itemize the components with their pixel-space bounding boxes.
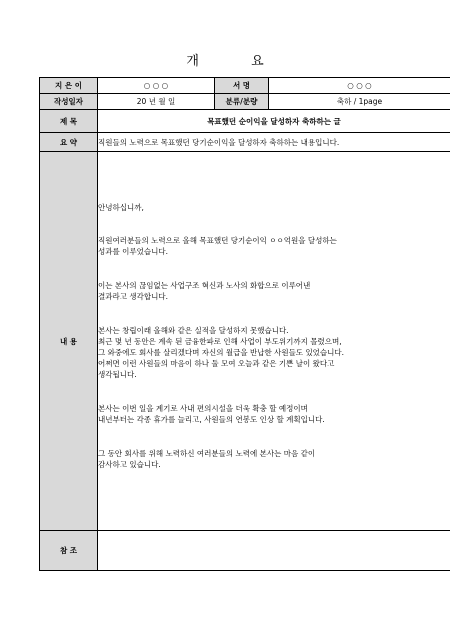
date-label: 작성일자 [40,94,98,110]
summary-label: 요 약 [40,133,98,152]
reference-value [98,530,450,570]
category-label: 분류/분량 [215,94,269,110]
content-line: 내년부터는 각종 휴가를 늘리고, 사원들의 연봉도 인상 할 계획입니다. [98,414,325,424]
content-line: 안녕하십니까, [98,202,144,212]
content-line: 결과라고 생각합니다. [98,291,168,301]
subject-value: 목표했던 순이익을 달성하자 축하하는 글 [98,110,450,133]
subject-row [40,110,450,133]
content-row [40,152,450,531]
summary-value: 직원들의 노력으로 목표했던 당기순이익을 달성하자 축하하는 내용입니다. [98,133,450,152]
content-line: 최근 몇 년 동안은 계속 된 금융한파로 인해 사업이 부도위기까지 몰렸으며, [98,336,342,346]
content-paragraph [98,403,450,425]
content-paragraph [98,325,450,380]
author-row [40,78,450,94]
date-row [40,94,450,110]
content-label: 내 용 [40,152,98,531]
author-label: 지 은 이 [40,78,98,94]
content-paragraph [98,448,450,470]
signature-value: ○ ○ ○ [269,78,450,94]
document-title: 개 요 [186,54,288,69]
subject-label: 제 목 [40,110,98,133]
reference-label: 참 조 [40,530,98,570]
content-body [98,152,450,531]
category-value: 축하 / 1page [269,94,450,110]
reference-row [40,530,450,570]
author-value: ○ ○ ○ [98,78,215,94]
content-line: 어쩌면 이런 사원들의 마음이 하나 둘 모여 오늘과 같은 기쁜 날이 왔다고 [98,358,335,368]
date-value: 20 년 월 일 [98,94,215,110]
content-line: 본사는 창립이래 올해와 같은 실적을 달성하지 못했습니다. [98,325,289,335]
content-line: 성과를 이루었습니다. [98,246,168,256]
overview-form [39,77,450,571]
content-line: 그 동안 회사를 위해 노력하신 여러분들의 노력에 본사는 마음 같이 [98,448,316,458]
signature-label: 서 명 [215,78,269,94]
summary-row [40,133,450,152]
content-line: 이는 본사의 끊임없는 사업구조 혁신과 노사의 화합으로 이루어낸 [98,280,311,290]
content-paragraph [98,280,450,302]
content-paragraph [98,235,450,257]
content-paragraph [98,202,450,213]
content-line: 그 와중에도 회사를 살리겠다며 자신의 월급을 반납한 사원들도 있었습니다. [98,347,345,357]
content-line: 본사는 이번 일을 계기로 사내 편의시설을 더욱 확충 할 예정이며 [98,403,308,413]
content-line: 생각됩니다. [98,369,137,379]
content-line: 감사하고 있습니다. [98,459,161,469]
content-line: 직원여러분들의 노력으로 올해 목표했던 당기순이익 ㅇㅇ억원을 달성하는 [98,235,337,245]
